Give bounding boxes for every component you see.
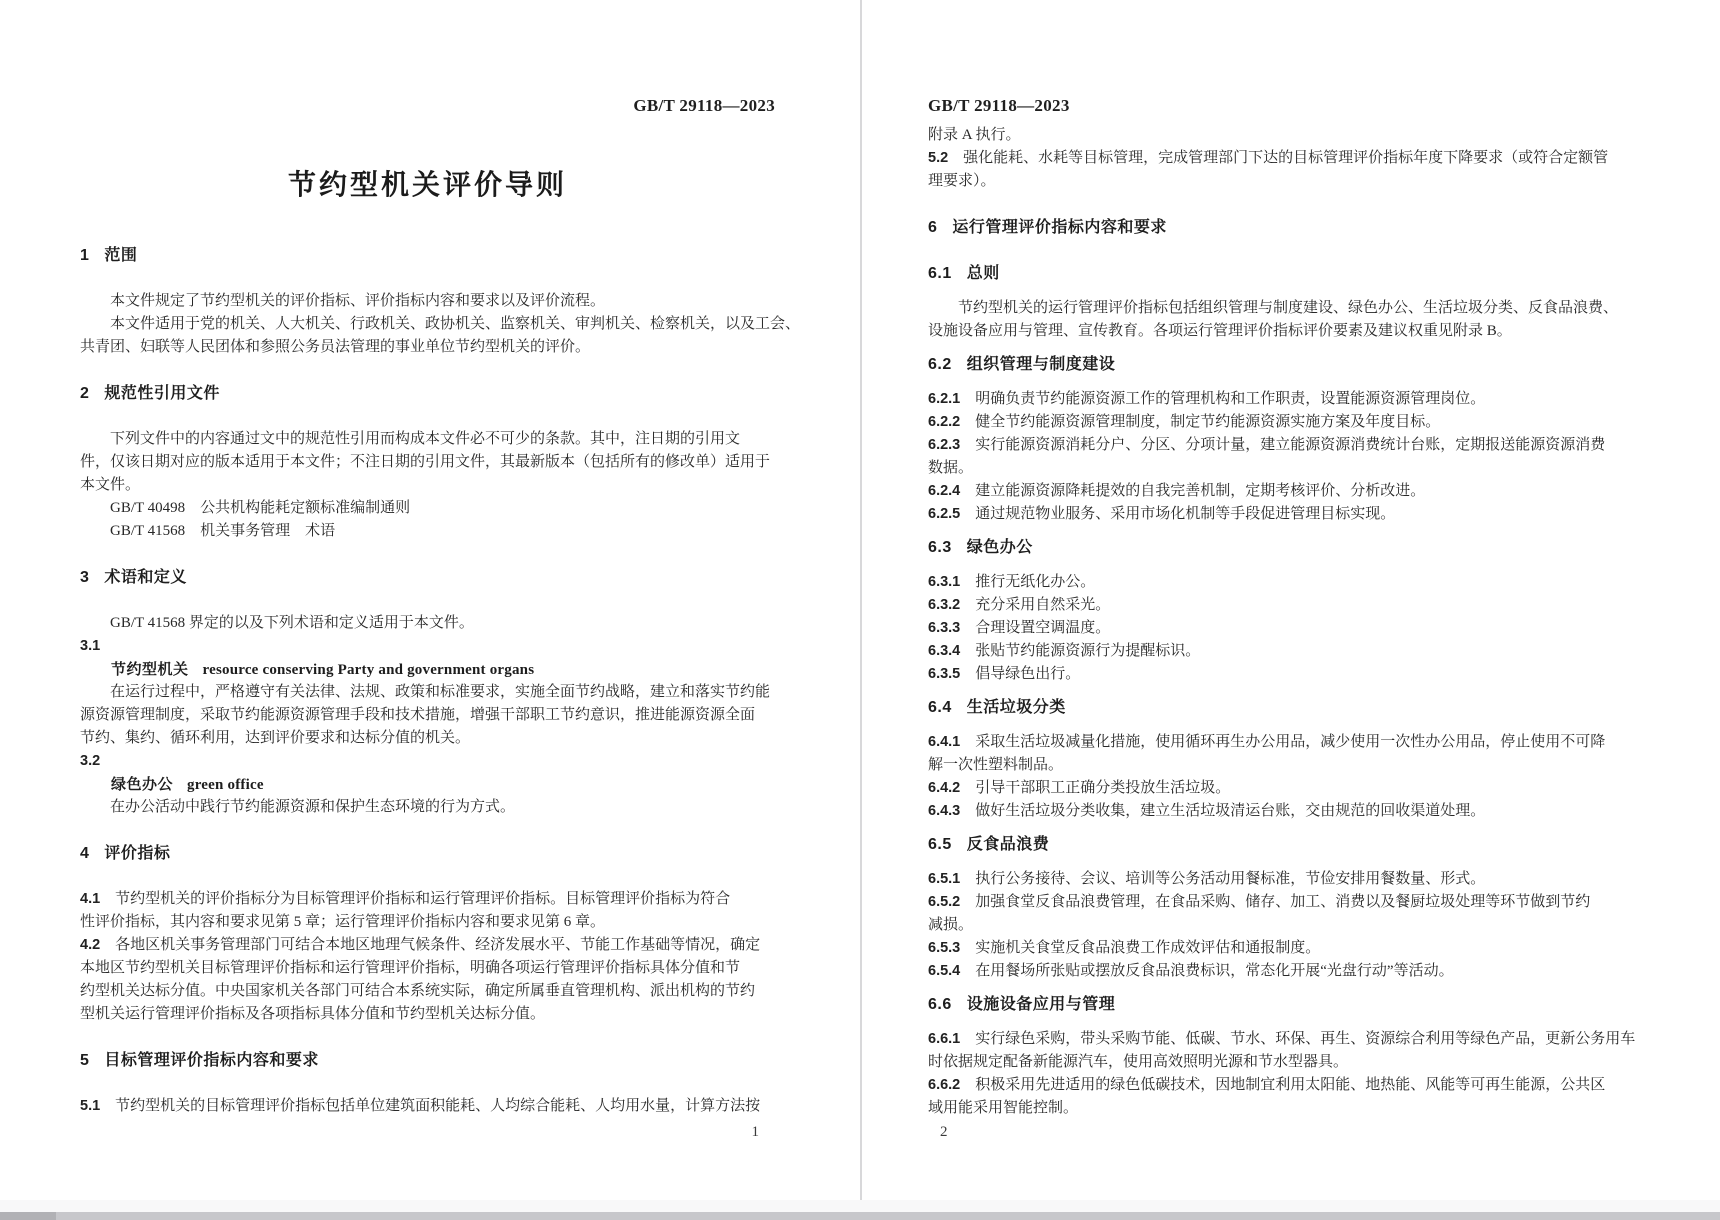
section-heading <box>928 993 1628 1016</box>
heading-text: 反食品浪费 <box>966 836 1050 853</box>
text-line: 性评价指标，其内容和要求见第 5 章；运行管理评价指标内容和要求见第 6 章。 <box>80 914 606 930</box>
heading-number: 2 <box>80 385 90 402</box>
document-page-1 <box>0 0 860 1212</box>
page-2-number: 2 <box>940 1124 948 1140</box>
heading-number: 5 <box>80 1052 90 1069</box>
section-heading <box>928 696 1628 719</box>
clause-number: 6.4.1 <box>928 734 961 750</box>
text-line: 6.3.4 张贴节约能源资源行为提醒标识。 <box>928 643 1201 659</box>
heading-number: 6.1 <box>928 265 952 282</box>
text-line: 解一次性塑料制品。 <box>928 757 1064 773</box>
text-line: 域用能采用智能控制。 <box>928 1100 1079 1116</box>
clause-number: 5.1 <box>80 1098 101 1114</box>
clause-number: 6.3.2 <box>928 597 961 613</box>
chapter-heading <box>80 244 780 267</box>
text-line: 6.4.2 引导干部职工正确分类投放生活垃圾。 <box>928 780 1231 796</box>
text-line: 本地区节约型机关目标管理评价指标和运行管理评价指标，明确各项运行管理评价指标具体分值和节 <box>80 960 741 976</box>
clause-number: 6.2.5 <box>928 506 961 522</box>
heading-number: 1 <box>80 247 90 264</box>
page-1-number: 1 <box>751 1124 759 1140</box>
clause-number: 6.3.4 <box>928 643 961 659</box>
section-heading <box>928 353 1628 376</box>
text-line: 设施设备应用与管理、宣传教育。各项运行管理评价指标评价要素及建议权重见附录 B。 <box>928 323 1512 339</box>
text-line: 5.2 强化能耗、水耗等目标管理，完成管理部门下达的目标管理评价指标年度下降要求（或符合定额管 <box>928 150 1609 166</box>
heading-text: 术语和定义 <box>104 569 187 586</box>
text-line: 6.6.1 实行绿色采购，带头采购节能、低碳、节水、环保、再生、资源综合利用等绿色产品，更新公务用车 <box>928 1031 1636 1047</box>
heading-text: 目标管理评价指标内容和要求 <box>104 1052 319 1069</box>
heading-number: 6.5 <box>928 836 952 853</box>
chapter-heading <box>80 382 780 405</box>
clause-number: 6.4.3 <box>928 803 961 819</box>
text-line: 6.5.1 执行公务接待、会议、培训等公务活动用餐标准，节俭安排用餐数量、形式。 <box>928 871 1486 887</box>
heading-number: 6.2 <box>928 356 952 373</box>
text-line: 在办公活动中践行节约能源资源和保护生态环境的行为方式。 <box>80 799 516 815</box>
text-line: 节约型机关的运行管理评价指标包括组织管理与制度建设、绿色办公、生活垃圾分类、反食品浪费、 <box>928 300 1619 316</box>
clause-number: 6.3.5 <box>928 666 961 682</box>
heading-text: 规范性引用文件 <box>104 385 220 402</box>
clause-number: 6.5.1 <box>928 871 961 887</box>
text-line: 4.2 各地区机关事务管理部门可结合本地区地理气候条件、经济发展水平、节能工作基础等情况，确定 <box>80 937 761 953</box>
heading-text: 组织管理与制度建设 <box>966 356 1116 373</box>
text-line: GB/T 40498 公共机构能耗定额标准编制通则 <box>80 500 411 516</box>
clause-label: 3.1 <box>80 638 101 654</box>
horizontal-scrollbar-track[interactable] <box>0 1212 1720 1220</box>
document-title: 节约型机关评价导则 <box>287 169 567 200</box>
clause-number: 6.2.1 <box>928 391 961 407</box>
page-2-header-standard-code: GB/T 29118—2023 <box>928 96 1070 115</box>
term-chinese: 节约型机关 <box>111 661 189 678</box>
heading-number: 6.6 <box>928 996 952 1013</box>
text-line: 4.1 节约型机关的评价指标分为目标管理评价指标和运行管理评价指标。目标管理评价指标为符合 <box>80 891 731 907</box>
clause-number: 4.2 <box>80 937 101 953</box>
text-line: 6.2.3 实行能源资源消耗分户、分区、分项计量，建立能源资源消费统计台账，定期报送能源资源消费 <box>928 437 1606 453</box>
clause-number: 6.2.2 <box>928 414 961 430</box>
text-line: 6.4.3 做好生活垃圾分类收集，建立生活垃圾清运台账，交由规范的回收渠道处理。 <box>928 803 1486 819</box>
text-line: 6.2.1 明确负责节约能源资源工作的管理机构和工作职责，设置能源资源管理岗位。 <box>928 391 1486 407</box>
chapter-heading <box>80 566 780 589</box>
text-line: GB/T 41568 机关事务管理 术语 <box>80 523 336 539</box>
text-line: 时依据规定配备新能源汽车，使用高效照明光源和节水型器具。 <box>928 1054 1349 1070</box>
text-line: 6.2.2 健全节约能源资源管理制度，制定节约能源资源实施方案及年度目标。 <box>928 414 1441 430</box>
text-line: 6.5.4 在用餐场所张贴或摆放反食品浪费标识，常态化开展“光盘行动”等活动。 <box>928 963 1454 979</box>
text-line: 6.2.5 通过规范物业服务、采用市场化机制等手段促进管理目标实现。 <box>928 506 1396 522</box>
text-line: GB/T 41568 界定的以及下列术语和定义适用于本文件。 <box>80 615 474 631</box>
clause-number: 6.2.4 <box>928 483 961 499</box>
text-line: 6.5.2 加强食堂反食品浪费管理，在食品采购、储存、加工、消费以及餐厨垃圾处理等环节做到节约 <box>928 894 1591 910</box>
text-line: 6.3.5 倡导绿色出行。 <box>928 666 1081 682</box>
text-line: 源资源管理制度，采取节约能源资源管理手段和技术措施，增强干部职工节约意识，推进能源资源全面 <box>80 707 756 723</box>
heading-number: 6.3 <box>928 539 952 556</box>
heading-number: 3 <box>80 569 90 586</box>
text-line: 6.4.1 采取生活垃圾减量化措施，使用循环再生办公用品，减少使用一次性办公用品，停止使用不可降 <box>928 734 1606 750</box>
clause-label: 3.2 <box>80 753 101 769</box>
clause-number: 4.1 <box>80 891 101 907</box>
text-line: 共青团、妇联等人民团体和参照公务员法管理的事业单位节约型机关的评价。 <box>80 339 591 355</box>
heading-text: 设施设备应用与管理 <box>966 996 1116 1013</box>
clause-number: 6.4.2 <box>928 780 961 796</box>
section-heading <box>928 262 1628 285</box>
page-1-header-standard-code: GB/T 29118—2023 <box>633 96 775 115</box>
text-line: 在运行过程中，严格遵守有关法律、法规、政策和标准要求，实施全面节约战略，建立和落实节约能 <box>80 684 771 700</box>
text-line: 型机关运行管理评价指标及各项指标具体分值和节约型机关达标分值。 <box>80 1006 546 1022</box>
text-line: 5.1 节约型机关的目标管理评价指标包括单位建筑面积能耗、人均综合能耗、人均用水量，计算方法按 <box>80 1098 761 1114</box>
heading-text: 绿色办公 <box>966 539 1033 556</box>
text-line: 本文件适用于党的机关、人大机关、行政机关、政协机关、监察机关、审判机关、检察机关，以及工会、 <box>80 316 801 332</box>
heading-number: 6 <box>928 219 938 236</box>
text-line: 件，仅该日期对应的版本适用于本文件；不注日期的引用文件，其最新版本（包括所有的修改单）适用于 <box>80 454 771 470</box>
clause-number: 6.3.3 <box>928 620 961 636</box>
clause-number: 6.3.1 <box>928 574 961 590</box>
text-line: 节约、集约、循环利用，达到评价要求和达标分值的机关。 <box>80 730 471 746</box>
heading-text: 生活垃圾分类 <box>966 699 1066 716</box>
text-line: 6.2.4 建立能源资源降耗提效的自我完善机制，定期考核评价、分析改进。 <box>928 483 1426 499</box>
page-1-content <box>80 244 801 1118</box>
chapter-heading <box>928 216 1628 239</box>
chapter-heading <box>80 842 780 865</box>
section-heading <box>928 536 1628 559</box>
text-line: 本文件。 <box>80 477 141 493</box>
clause-number: 6.6.1 <box>928 1031 961 1047</box>
clause-number: 6.5.4 <box>928 963 961 979</box>
text-line: 6.5.3 实施机关食堂反食品浪费工作成效评估和通报制度。 <box>928 940 1321 956</box>
document-page-2 <box>862 0 1720 1212</box>
bottom-margin-strip <box>0 1200 1720 1212</box>
clause-number: 6.5.2 <box>928 894 961 910</box>
text-line: 附录 A 执行。 <box>928 127 1021 143</box>
heading-number: 4 <box>80 845 90 862</box>
text-line: 下列文件中的内容通过文中的规范性引用而构成本文件必不可少的条款。其中，注日期的引用文 <box>80 431 741 447</box>
term-chinese: 绿色办公 <box>111 776 174 793</box>
page-2-content <box>928 124 1636 1120</box>
text-line: 本文件规定了节约型机关的评价指标、评价指标内容和要求以及评价流程。 <box>80 293 606 309</box>
term-definition <box>80 658 780 681</box>
text-line: 减损。 <box>928 917 974 933</box>
text-line: 6.3.2 充分采用自然采光。 <box>928 597 1111 613</box>
horizontal-scrollbar-thumb[interactable] <box>0 1212 56 1220</box>
term-english: green office <box>187 777 264 793</box>
text-line: 数据。 <box>928 460 974 476</box>
clause-number: 6.5.3 <box>928 940 961 956</box>
term-definition <box>80 773 780 796</box>
clause-number: 6.6.2 <box>928 1077 961 1093</box>
heading-text: 总则 <box>966 265 1000 282</box>
text-line: 6.6.2 积极采用先进适用的绿色低碳技术，因地制宜利用太阳能、地热能、风能等可再生能源，公共区 <box>928 1077 1606 1093</box>
text-line: 理要求）。 <box>928 173 996 189</box>
text-line: 6.3.1 推行无纸化办公。 <box>928 574 1096 590</box>
heading-text: 范围 <box>104 247 138 264</box>
section-heading <box>928 833 1628 856</box>
clause-number: 6.2.3 <box>928 437 961 453</box>
clause-number: 5.2 <box>928 150 949 166</box>
text-line: 约型机关达标分值。中央国家机关各部门可结合本系统实际，确定所属垂直管理机构、派出机构的节约 <box>80 983 756 999</box>
chapter-heading <box>80 1049 780 1072</box>
heading-number: 6.4 <box>928 699 952 716</box>
heading-text: 评价指标 <box>104 845 171 862</box>
text-line: 6.3.3 合理设置空调温度。 <box>928 620 1111 636</box>
term-english: resource conserving Party and government organs <box>202 662 535 678</box>
heading-text: 运行管理评价指标内容和要求 <box>952 219 1167 236</box>
